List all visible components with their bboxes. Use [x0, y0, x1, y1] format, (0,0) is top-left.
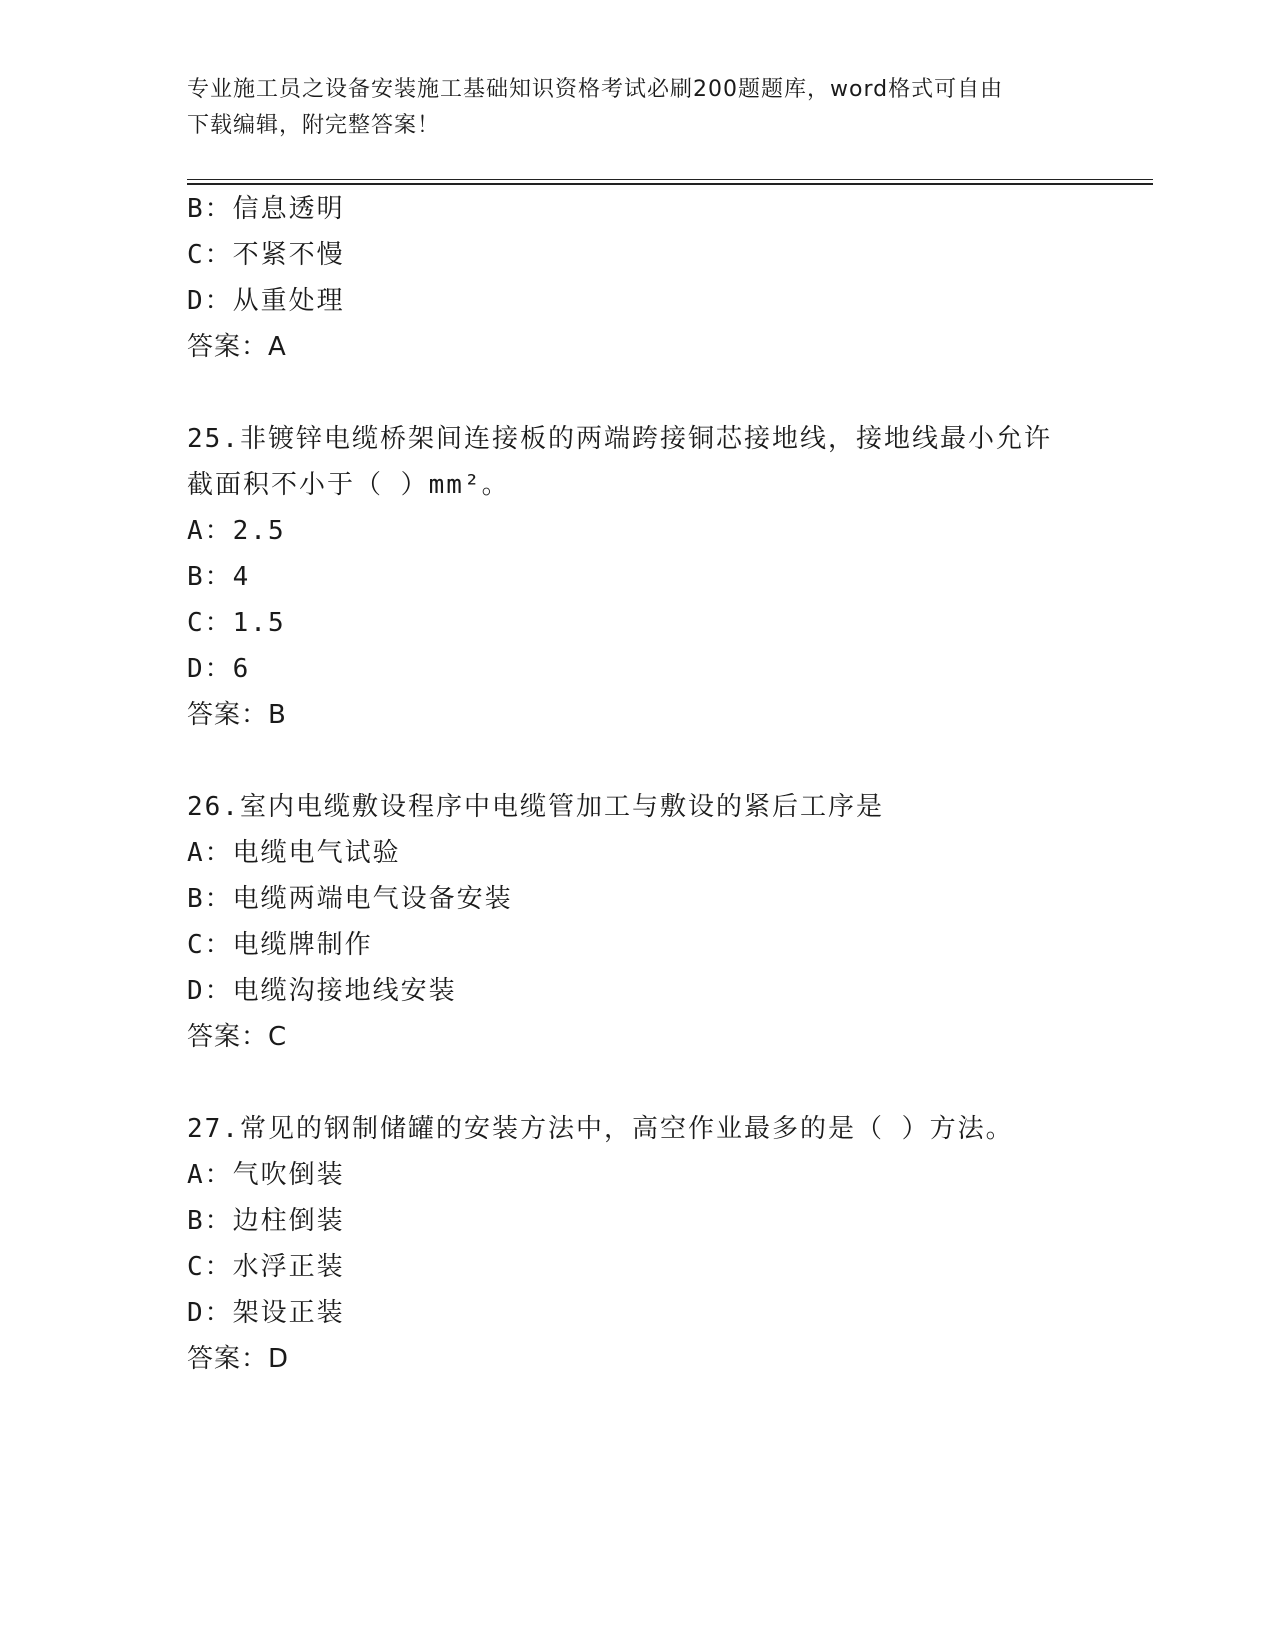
question-24-continuation [187, 186, 1087, 370]
question-stem-line-1: 25.非镀锌电缆桥架间连接板的两端跨接铜芯接地线，接地线最小允许 [187, 424, 1052, 454]
spacer [187, 738, 1087, 784]
option-d: D：架设正装 [187, 1298, 345, 1328]
spacer [187, 370, 1087, 416]
option-d: D：电缆沟接地线安装 [187, 976, 457, 1006]
option-a: A：电缆电气试验 [187, 838, 401, 868]
answer-line: 答案：A [187, 332, 287, 362]
answer-line: 答案：C [187, 1022, 288, 1052]
option-b: B：电缆两端电气设备安装 [187, 884, 513, 914]
header-line-1: 专业施工员之设备安装施工基础知识资格考试必刷200题题库，word格式可自由 [187, 77, 1004, 102]
question-content [187, 186, 1087, 1382]
option-c: C：1.5 [187, 608, 286, 638]
answer-line: 答案：B [187, 700, 287, 730]
question-25 [187, 416, 1087, 738]
option-c: C：水浮正装 [187, 1252, 345, 1282]
option-b: B：4 [187, 562, 251, 592]
option-b: B：信息透明 [187, 194, 345, 224]
option-c: C：电缆牌制作 [187, 930, 373, 960]
answer-line: 答案：D [187, 1344, 290, 1374]
option-d: D：6 [187, 654, 251, 684]
question-stem-line-1: 26.室内电缆敷设程序中电缆管加工与敷设的紧后工序是 [187, 792, 884, 822]
header-line-2: 下载编辑，附完整答案！ [187, 113, 441, 138]
header-rule-thick [187, 183, 1153, 185]
question-26 [187, 784, 1087, 1060]
question-stem-line-2: 截面积不小于（ ）mm²。 [187, 470, 510, 500]
header-rule-thin [187, 179, 1153, 180]
question-stem-line-1: 27.常见的钢制储罐的安装方法中，高空作业最多的是（ ）方法。 [187, 1114, 1014, 1144]
question-27 [187, 1106, 1087, 1382]
spacer [187, 1060, 1087, 1106]
document-header [187, 72, 1087, 144]
option-a: A：2.5 [187, 516, 286, 546]
option-c: C：不紧不慢 [187, 240, 345, 270]
option-d: D：从重处理 [187, 286, 345, 316]
option-b: B：边柱倒装 [187, 1206, 345, 1236]
option-a: A：气吹倒装 [187, 1160, 345, 1190]
